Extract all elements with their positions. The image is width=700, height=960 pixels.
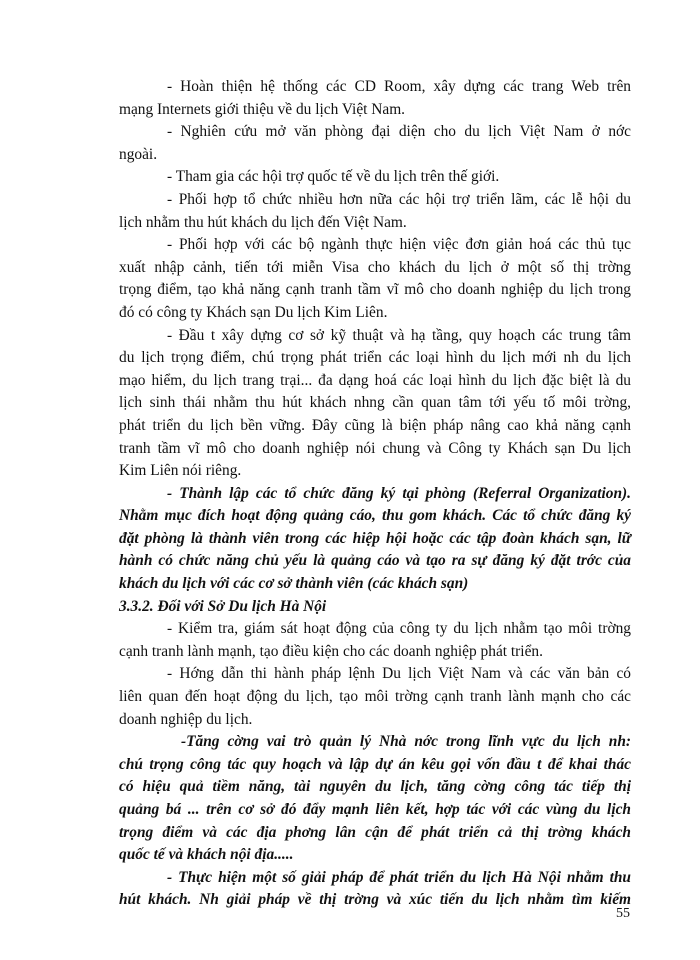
- text-line: tranh tầm vĩ mô cho doanh nghiệp nói chung và Công ty Khách sạn Du lịch: [119, 439, 631, 457]
- section-heading: 3.3.2. Đối với Sở Du lịch Hà Nội: [119, 597, 327, 615]
- text-line: - Thực hiện một số giải pháp để phát triển du lịch Hà Nội nhằm thu: [167, 868, 631, 886]
- text-line: đặt phòng là thành viên trong các hiệp hội hoặc các tập đoàn khách sạn, lữ: [119, 529, 631, 547]
- text-line: mạng Internets giới thiệu về du lịch Việt Nam.: [119, 100, 406, 118]
- text-line: quảng bá ... trên cơ sở đó đẩy mạnh liên kết, hợp tác với các vùng du lịch: [119, 801, 631, 818]
- text-line: - Phối hợp tổ chức nhiều hơn nữa các hội trợ triển lãm, các lễ hội du: [167, 190, 631, 208]
- text-line: hút khách. Nh giải pháp về thị trờng và xúc tiến du lịch nhằm tìm kiếm: [119, 891, 631, 909]
- text-line: Kim Liên nói riêng.: [119, 462, 242, 480]
- text-line: trọng điểm và các địa phơng lân cận để phát triển cả thị trờng khách: [119, 823, 631, 841]
- text-line: - Tham gia các hội trợ quốc tế về du lịch trên thế giới.: [167, 168, 500, 186]
- text-line: - Phối hợp với các bộ ngành thực hiện việc đơn giản hoá các thủ tục: [167, 236, 631, 254]
- text-line: mạo hiểm, du lịch trang trại... đa dạng hoá các loại hình du lịch đặc biệt là du: [119, 371, 631, 389]
- text-line: - Hoàn thiện hệ thống các CD Room, xây dựng các trang Web trên: [167, 78, 631, 95]
- body-text: [119, 76, 631, 912]
- text-line: - Nghiên cứu mở văn phòng đại diện cho du lịch Việt Nam ở nớc: [167, 123, 631, 141]
- text-line: lịch sinh thái nhằm thu hút khách nhng cần quan tâm tới yếu tố môi trờng,: [119, 394, 631, 412]
- text-line: có hiệu quả tiềm năng, tài nguyên du lịch, tăng cờng công tác tiếp thị: [119, 778, 631, 796]
- text-line: phát triển du lịch bền vững. Đây cũng là biện pháp nâng cao khả năng cạnh: [119, 416, 631, 434]
- text-line: lịch nhằm thu hút khách du lịch đến Việt Nam.: [119, 213, 407, 231]
- text-line: cạnh tranh lành mạnh, tạo điều kiện cho các doanh nghiệp phát triển.: [119, 642, 543, 660]
- text-line: đó có công ty Khách sạn Du lịch Kim Liên.: [119, 303, 388, 321]
- text-line: ngoài.: [119, 145, 158, 163]
- text-line: - Thành lập các tổ chức đăng ký tại phòng (Referral Organization).: [167, 484, 631, 502]
- text-line: -Tăng cờng vai trò quản lý Nhà nớc trong lĩnh vực du lịch nh:: [181, 733, 631, 751]
- text-line: hành có chức năng chủ yếu là quảng cáo và tạo ra sự đăng ký đặt trớc của: [119, 552, 631, 570]
- text-line: chú trọng công tác quy hoạch và lập dự án kêu gọi vốn đầu t để khai thác: [119, 755, 631, 773]
- text-line: liên quan đến hoạt động du lịch, tạo môi trờng cạnh tranh lành mạnh cho các: [119, 688, 631, 706]
- text-line: - Kiểm tra, giám sát hoạt động của công ty du lịch nhằm tạo môi trờng: [167, 620, 631, 638]
- text-line: doanh nghiệp du lịch.: [119, 710, 253, 728]
- page-number: 55: [616, 906, 630, 921]
- text-line: du lịch trọng điểm, chú trọng phát triển các loại hình du lịch mới nh du lịch: [119, 349, 631, 367]
- text-line: quốc tế và khách nội địa.....: [119, 846, 294, 864]
- text-line: Nhằm mục đích hoạt động quảng cáo, thu gom khách. Các tổ chức đăng ký: [119, 507, 631, 525]
- text-line: xuất nhập cảnh, tiến tới miễn Visa cho khách du lịch ở một số thị trờng: [119, 258, 631, 276]
- text-line: - Đầu t xây dựng cơ sở kỹ thuật và hạ tầng, quy hoạch các trung tâm: [167, 326, 631, 344]
- text-line: trọng điểm, tạo khả năng cạnh tranh tầm vĩ mô cho doanh nghiệp du lịch trong: [119, 281, 631, 299]
- text-line: - Hớng dẫn thi hành pháp lệnh Du lịch Việt Nam và các văn bản có: [167, 665, 631, 683]
- text-line: khách du lịch với các cơ sở thành viên (các khách sạn): [119, 575, 469, 593]
